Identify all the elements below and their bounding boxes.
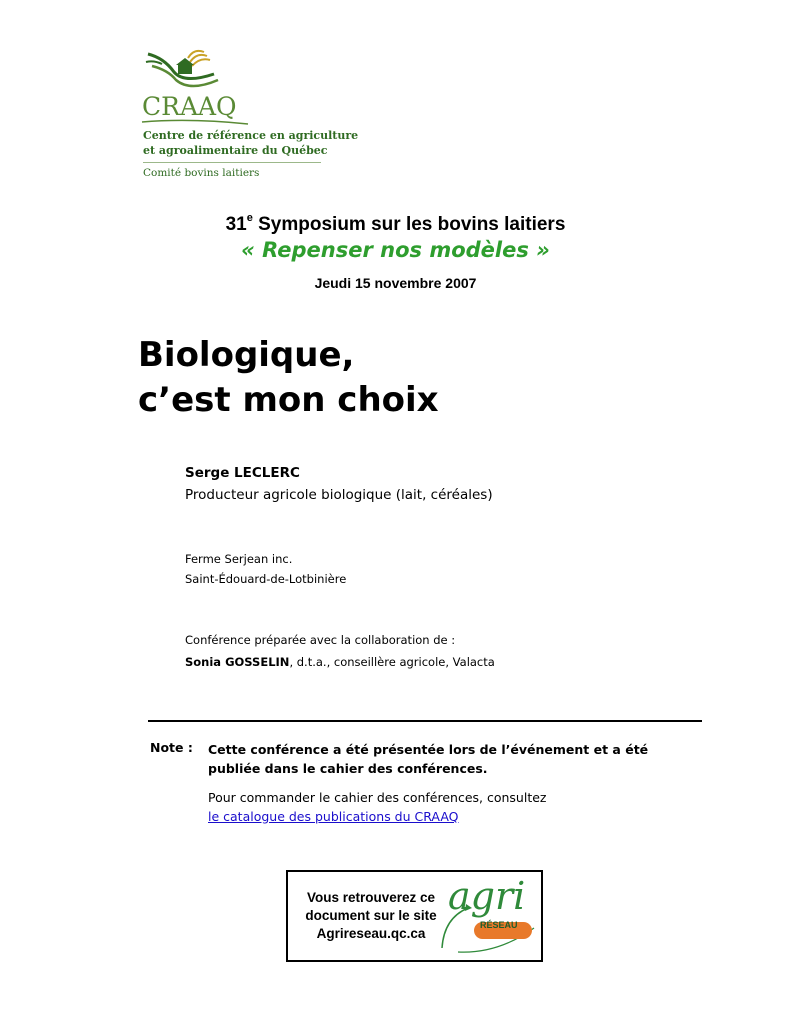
symposium-title: [0, 212, 791, 236]
logo-divider: [143, 162, 321, 163]
edition-number: 31: [225, 214, 247, 235]
logo-underline-swoosh: [140, 116, 250, 128]
collaborator: [185, 655, 495, 669]
banner-line-3: Agrireseau.qc.ca: [316, 926, 426, 941]
section-divider: [148, 720, 702, 722]
title-line-2: c’est mon choix: [138, 380, 439, 420]
symposium-name: Symposium sur les bovins laitiers: [252, 214, 566, 235]
catalogue-link[interactable]: le catalogue des publications du CRAAQ: [208, 809, 459, 824]
author-role: Producteur agricole biologique (lait, céréales): [185, 487, 493, 503]
page-title: [138, 333, 439, 423]
order-instructions: Pour commander le cahier des conférences, consultez: [208, 790, 547, 805]
banner-line-1: Vous retrouverez ce: [306, 890, 436, 905]
craaq-logo: [140, 44, 359, 189]
logo-committee: Comité bovins laitiers: [143, 167, 260, 179]
title-line-1: Biologique,: [138, 335, 355, 375]
event-date: Jeudi 15 novembre 2007: [314, 275, 477, 291]
logo-org-line2: et agroalimentaire du Québec: [143, 144, 328, 157]
farm-location: Saint-Édouard-de-Lotbinière: [185, 572, 347, 586]
agrireseau-banner[interactable]: [286, 870, 543, 962]
agrireseau-logo: [438, 874, 538, 956]
collaborator-details: , d.t.a., conseillère agricole, Valacta: [289, 655, 495, 669]
banner-line-2: document sur le site: [305, 908, 437, 923]
note-label: Note :: [150, 740, 193, 755]
edition-suffix: e: [246, 212, 253, 224]
collaboration-intro: Conférence préparée avec la collaboration de :: [185, 633, 456, 647]
logo-org-line1: Centre de référence en agriculture: [143, 129, 359, 142]
agri-wordmark: agri: [448, 874, 526, 918]
note-text: Cette conférence a été présentée lors de l’événement et a été publiée dans le cahier des conférences.: [208, 742, 649, 776]
collaborator-name: Sonia GOSSELIN: [185, 655, 290, 669]
farm-name: Ferme Serjean inc.: [185, 552, 293, 566]
banner-text: [300, 889, 442, 943]
symposium-theme: « Repenser nos modèles »: [241, 238, 550, 262]
cow-hand-emblem-icon: [144, 44, 224, 94]
reseau-wordmark: RÉSEAU: [480, 920, 518, 930]
author-name: Serge LECLERC: [185, 465, 300, 481]
craaq-wordmark: CRAAQ: [142, 92, 237, 121]
